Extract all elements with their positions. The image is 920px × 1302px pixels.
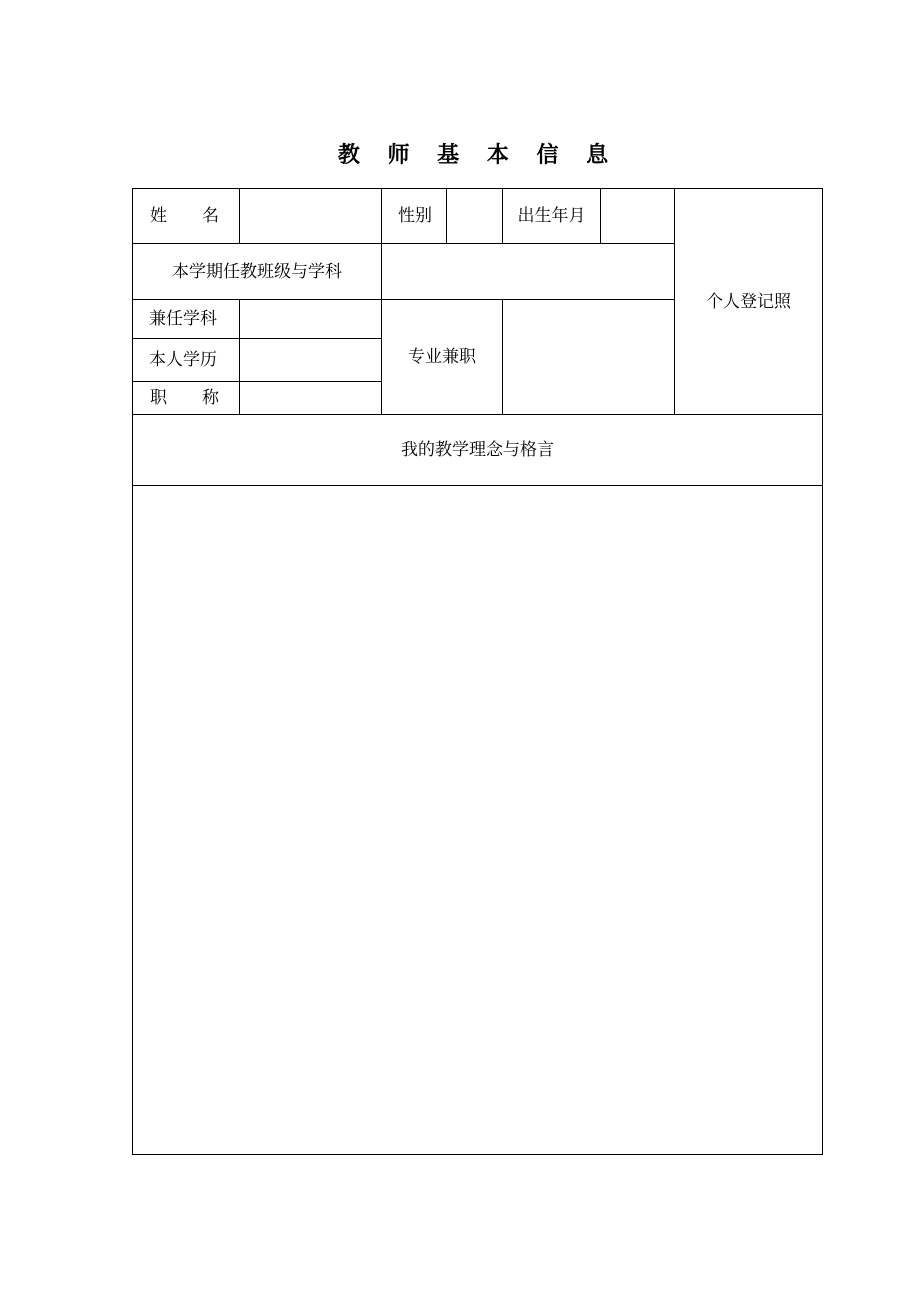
professional-title-label: 职 称 xyxy=(150,388,219,408)
gender-value-field[interactable] xyxy=(447,189,502,243)
birth-date-value-field[interactable] xyxy=(601,189,674,243)
table-border-bottom xyxy=(132,1154,823,1155)
education-value-field[interactable] xyxy=(240,339,381,381)
document-title: 教 师 基 本 信 息 xyxy=(337,143,619,168)
photo-area: 个人登记照 xyxy=(706,291,791,312)
class-subject-value-field[interactable] xyxy=(382,244,674,299)
education-label: 本人学历 xyxy=(149,350,217,370)
professional-part-time-label: 专业兼职 xyxy=(408,347,476,367)
name-label: 姓 名 xyxy=(150,206,219,226)
concurrent-subject-label: 兼任学科 xyxy=(149,309,217,329)
concurrent-subject-value-field[interactable] xyxy=(240,300,381,338)
professional-part-time-value-field[interactable] xyxy=(503,300,674,414)
teaching-philosophy-label: 我的教学理念与格言 xyxy=(401,440,554,460)
class-subject-label: 本学期任教班级与学科 xyxy=(172,261,342,282)
birth-date-label: 出生年月 xyxy=(517,206,586,226)
name-value-field[interactable] xyxy=(240,189,381,243)
gender-label: 性别 xyxy=(398,206,432,226)
professional-title-value-field[interactable] xyxy=(240,382,381,414)
teaching-philosophy-text-area[interactable] xyxy=(133,486,822,1154)
table-border-right xyxy=(822,188,823,1155)
